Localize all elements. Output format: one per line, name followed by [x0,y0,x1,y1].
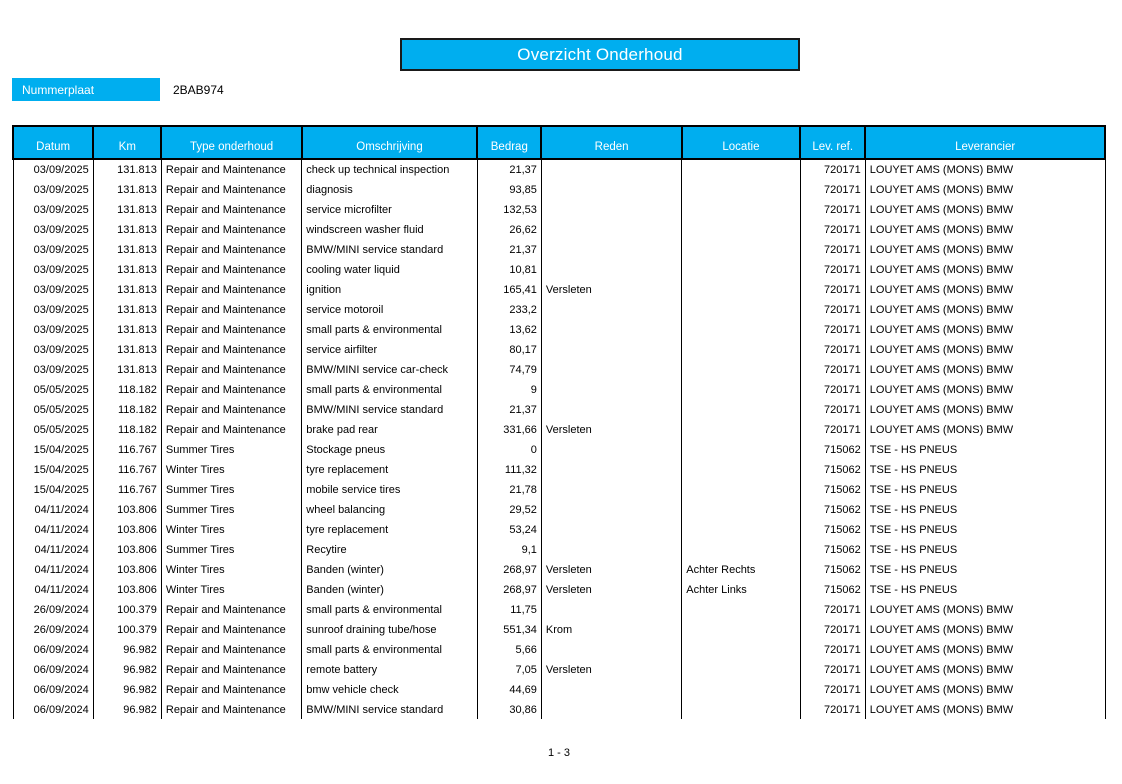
cell-datum: 05/05/2025 [13,379,93,399]
cell-bedrag: 9,1 [477,539,541,559]
table-row [13,479,1105,499]
cell-type: Repair and Maintenance [161,319,301,339]
cell-bedrag: 30,86 [477,699,541,719]
cell-reden [541,199,681,219]
cell-km: 103.806 [93,579,161,599]
cell-bedrag: 268,97 [477,559,541,579]
cell-type: Repair and Maintenance [161,219,301,239]
cell-bedrag: 5,66 [477,639,541,659]
cell-type: Repair and Maintenance [161,639,301,659]
cell-locatie [682,499,800,519]
table-row [13,659,1105,679]
cell-datum: 04/11/2024 [13,519,93,539]
cell-locatie [682,699,800,719]
cell-locatie [682,299,800,319]
cell-type: Summer Tires [161,499,301,519]
cell-bedrag: 13,62 [477,319,541,339]
cell-bedrag: 44,69 [477,679,541,699]
cell-locatie [682,659,800,679]
cell-bedrag: 551,34 [477,619,541,639]
cell-levref: 715062 [800,459,865,479]
table-row [13,359,1105,379]
cell-reden: Versleten [541,559,681,579]
cell-bedrag: 165,41 [477,279,541,299]
cell-omschrijving: BMW/MINI service car-check [302,359,477,379]
cell-type: Repair and Maintenance [161,599,301,619]
cell-omschrijving: diagnosis [302,179,477,199]
table-row [13,419,1105,439]
cell-datum: 15/04/2025 [13,439,93,459]
cell-locatie [682,179,800,199]
cell-datum: 05/05/2025 [13,419,93,439]
cell-datum: 15/04/2025 [13,459,93,479]
cell-leverancier: TSE - HS PNEUS [865,559,1105,579]
cell-bedrag: 10,81 [477,259,541,279]
cell-leverancier: LOUYET AMS (MONS) BMW [865,199,1105,219]
cell-leverancier: LOUYET AMS (MONS) BMW [865,279,1105,299]
cell-reden [541,499,681,519]
cell-levref: 720171 [800,379,865,399]
cell-leverancier: LOUYET AMS (MONS) BMW [865,599,1105,619]
cell-km: 131.813 [93,259,161,279]
cell-leverancier: TSE - HS PNEUS [865,539,1105,559]
cell-locatie [682,679,800,699]
cell-reden [541,259,681,279]
cell-bedrag: 268,97 [477,579,541,599]
cell-km: 131.813 [93,299,161,319]
cell-km: 131.813 [93,159,161,179]
cell-reden [541,299,681,319]
cell-type: Repair and Maintenance [161,419,301,439]
cell-bedrag: 21,37 [477,159,541,179]
cell-reden [541,679,681,699]
table-row [13,319,1105,339]
cell-reden [541,219,681,239]
cell-datum: 03/09/2025 [13,319,93,339]
page-title-text: Overzicht Onderhoud [517,44,683,64]
cell-datum: 15/04/2025 [13,479,93,499]
cell-levref: 720171 [800,399,865,419]
cell-omschrijving: BMW/MINI service standard [302,699,477,719]
cell-leverancier: LOUYET AMS (MONS) BMW [865,219,1105,239]
license-plate-label [12,78,160,101]
table-row [13,679,1105,699]
table-row [13,459,1105,479]
cell-levref: 720171 [800,419,865,439]
cell-reden: Versleten [541,579,681,599]
cell-reden: Versleten [541,279,681,299]
cell-km: 96.982 [93,699,161,719]
cell-reden [541,379,681,399]
cell-datum: 04/11/2024 [13,539,93,559]
cell-levref: 715062 [800,479,865,499]
cell-reden [541,599,681,619]
cell-datum: 03/09/2025 [13,339,93,359]
cell-km: 116.767 [93,479,161,499]
cell-type: Repair and Maintenance [161,339,301,359]
cell-type: Repair and Maintenance [161,179,301,199]
cell-type: Repair and Maintenance [161,659,301,679]
cell-levref: 720171 [800,639,865,659]
cell-km: 131.813 [93,239,161,259]
cell-omschrijving: small parts & environmental [302,599,477,619]
cell-datum: 03/09/2025 [13,179,93,199]
cell-locatie [682,379,800,399]
cell-omschrijving: Banden (winter) [302,559,477,579]
cell-locatie [682,219,800,239]
cell-km: 118.182 [93,379,161,399]
cell-levref: 720171 [800,259,865,279]
cell-omschrijving: small parts & environmental [302,319,477,339]
cell-levref: 715062 [800,439,865,459]
cell-leverancier: LOUYET AMS (MONS) BMW [865,339,1105,359]
cell-type: Repair and Maintenance [161,619,301,639]
cell-type: Repair and Maintenance [161,399,301,419]
cell-leverancier: LOUYET AMS (MONS) BMW [865,359,1105,379]
cell-datum: 03/09/2025 [13,239,93,259]
cell-km: 96.982 [93,679,161,699]
cell-datum: 03/09/2025 [13,279,93,299]
cell-locatie [682,359,800,379]
cell-omschrijving: ignition [302,279,477,299]
cell-bedrag: 0 [477,439,541,459]
cell-reden [541,639,681,659]
cell-locatie [682,439,800,459]
cell-leverancier: TSE - HS PNEUS [865,519,1105,539]
cell-leverancier: LOUYET AMS (MONS) BMW [865,159,1105,179]
cell-km: 131.813 [93,319,161,339]
table-row [13,299,1105,319]
cell-levref: 715062 [800,499,865,519]
cell-levref: 720171 [800,599,865,619]
table-row [13,259,1105,279]
table-row [13,219,1105,239]
cell-locatie [682,339,800,359]
cell-bedrag: 233,2 [477,299,541,319]
maintenance-table-body [13,159,1105,719]
cell-datum: 03/09/2025 [13,199,93,219]
cell-omschrijving: brake pad rear [302,419,477,439]
cell-omschrijving: BMW/MINI service standard [302,399,477,419]
cell-locatie: Achter Links [682,579,800,599]
cell-datum: 03/09/2025 [13,159,93,179]
cell-km: 103.806 [93,539,161,559]
cell-datum: 06/09/2024 [13,659,93,679]
table-row [13,339,1105,359]
cell-bedrag: 21,78 [477,479,541,499]
cell-datum: 05/05/2025 [13,399,93,419]
cell-locatie [682,419,800,439]
cell-locatie [682,639,800,659]
cell-levref: 720171 [800,359,865,379]
table-row [13,519,1105,539]
cell-bedrag: 7,05 [477,659,541,679]
cell-type: Repair and Maintenance [161,159,301,179]
cell-km: 118.182 [93,399,161,419]
cell-omschrijving: BMW/MINI service standard [302,239,477,259]
cell-datum: 03/09/2025 [13,259,93,279]
cell-leverancier: LOUYET AMS (MONS) BMW [865,419,1105,439]
column-header-bedrag: Bedrag [477,126,541,159]
table-row [13,199,1105,219]
table-row [13,539,1105,559]
cell-bedrag: 11,75 [477,599,541,619]
cell-locatie: Achter Rechts [682,559,800,579]
cell-km: 103.806 [93,499,161,519]
cell-bedrag: 21,37 [477,239,541,259]
table-row [13,159,1105,179]
cell-bedrag: 74,79 [477,359,541,379]
cell-km: 131.813 [93,359,161,379]
cell-omschrijving: remote battery [302,659,477,679]
cell-bedrag: 80,17 [477,339,541,359]
license-plate-value: 2BAB974 [173,82,224,97]
cell-levref: 720171 [800,619,865,639]
cell-km: 100.379 [93,599,161,619]
column-header-km: Km [93,126,161,159]
cell-bedrag: 53,24 [477,519,541,539]
cell-levref: 720171 [800,659,865,679]
cell-reden [541,339,681,359]
cell-reden [541,319,681,339]
cell-type: Winter Tires [161,519,301,539]
cell-levref: 720171 [800,159,865,179]
cell-omschrijving: small parts & environmental [302,639,477,659]
cell-reden [541,179,681,199]
cell-leverancier: LOUYET AMS (MONS) BMW [865,379,1105,399]
table-row [13,399,1105,419]
cell-levref: 715062 [800,579,865,599]
cell-omschrijving: tyre replacement [302,519,477,539]
cell-leverancier: TSE - HS PNEUS [865,439,1105,459]
cell-type: Repair and Maintenance [161,239,301,259]
cell-bedrag: 111,32 [477,459,541,479]
column-header-locatie: Locatie [682,126,800,159]
cell-reden: Versleten [541,419,681,439]
cell-reden [541,359,681,379]
cell-km: 100.379 [93,619,161,639]
cell-reden [541,539,681,559]
cell-bedrag: 29,52 [477,499,541,519]
cell-levref: 715062 [800,539,865,559]
cell-levref: 720171 [800,699,865,719]
cell-leverancier: LOUYET AMS (MONS) BMW [865,299,1105,319]
cell-datum: 04/11/2024 [13,499,93,519]
table-row [13,579,1105,599]
cell-reden: Versleten [541,659,681,679]
cell-omschrijving: service motoroil [302,299,477,319]
cell-levref: 720171 [800,679,865,699]
cell-km: 116.767 [93,439,161,459]
table-header [13,126,1105,159]
cell-type: Repair and Maintenance [161,279,301,299]
cell-omschrijving: small parts & environmental [302,379,477,399]
cell-omschrijving: Recytire [302,539,477,559]
cell-reden [541,239,681,259]
cell-datum: 26/09/2024 [13,599,93,619]
cell-leverancier: LOUYET AMS (MONS) BMW [865,639,1105,659]
cell-omschrijving: check up technical inspection [302,159,477,179]
cell-reden [541,159,681,179]
cell-datum: 26/09/2024 [13,619,93,639]
cell-type: Repair and Maintenance [161,259,301,279]
cell-locatie [682,199,800,219]
cell-locatie [682,539,800,559]
cell-km: 96.982 [93,659,161,679]
cell-leverancier: TSE - HS PNEUS [865,459,1105,479]
column-header-type: Type onderhoud [161,126,301,159]
cell-omschrijving: mobile service tires [302,479,477,499]
table-row [13,699,1105,719]
cell-km: 131.813 [93,339,161,359]
cell-leverancier: TSE - HS PNEUS [865,479,1105,499]
cell-datum: 06/09/2024 [13,639,93,659]
column-header-leverancier: Leverancier [865,126,1105,159]
cell-bedrag: 331,66 [477,419,541,439]
cell-levref: 720171 [800,319,865,339]
column-header-reden: Reden [541,126,681,159]
cell-levref: 720171 [800,239,865,259]
cell-levref: 715062 [800,519,865,539]
table-row [13,239,1105,259]
table-row [13,559,1105,579]
cell-levref: 720171 [800,219,865,239]
cell-omschrijving: cooling water liquid [302,259,477,279]
cell-leverancier: LOUYET AMS (MONS) BMW [865,659,1105,679]
table-header-row [13,126,1105,159]
cell-omschrijving: wheel balancing [302,499,477,519]
cell-leverancier: LOUYET AMS (MONS) BMW [865,179,1105,199]
cell-omschrijving: bmw vehicle check [302,679,477,699]
cell-locatie [682,319,800,339]
cell-type: Winter Tires [161,559,301,579]
cell-type: Winter Tires [161,459,301,479]
cell-leverancier: TSE - HS PNEUS [865,579,1105,599]
cell-leverancier: LOUYET AMS (MONS) BMW [865,679,1105,699]
cell-leverancier: LOUYET AMS (MONS) BMW [865,399,1105,419]
cell-bedrag: 132,53 [477,199,541,219]
cell-leverancier: TSE - HS PNEUS [865,499,1105,519]
cell-omschrijving: service airfilter [302,339,477,359]
table-row [13,639,1105,659]
cell-type: Repair and Maintenance [161,679,301,699]
cell-km: 131.813 [93,219,161,239]
cell-reden [541,479,681,499]
cell-datum: 03/09/2025 [13,359,93,379]
cell-levref: 720171 [800,299,865,319]
license-plate-label-text: Nummerplaat [22,82,95,97]
cell-bedrag: 26,62 [477,219,541,239]
cell-km: 131.813 [93,199,161,219]
cell-locatie [682,519,800,539]
cell-locatie [682,159,800,179]
cell-leverancier: LOUYET AMS (MONS) BMW [865,619,1105,639]
cell-locatie [682,459,800,479]
cell-levref: 720171 [800,199,865,219]
cell-type: Repair and Maintenance [161,299,301,319]
table-row [13,499,1105,519]
table-row [13,179,1105,199]
cell-levref: 715062 [800,559,865,579]
cell-leverancier: LOUYET AMS (MONS) BMW [865,259,1105,279]
cell-km: 96.982 [93,639,161,659]
cell-datum: 06/09/2024 [13,679,93,699]
cell-km: 118.182 [93,419,161,439]
column-header-omschrijving: Omschrijving [302,126,477,159]
cell-locatie [682,479,800,499]
cell-omschrijving: Stockage pneus [302,439,477,459]
cell-km: 103.806 [93,559,161,579]
cell-reden [541,459,681,479]
cell-type: Repair and Maintenance [161,699,301,719]
page-indicator: 1 - 3 [547,747,570,759]
cell-reden [541,519,681,539]
table-row [13,439,1105,459]
cell-levref: 720171 [800,279,865,299]
cell-km: 131.813 [93,279,161,299]
cell-reden: Krom [541,619,681,639]
table-row [13,379,1105,399]
maintenance-table [12,125,1106,719]
cell-km: 103.806 [93,519,161,539]
cell-leverancier: LOUYET AMS (MONS) BMW [865,239,1105,259]
table-row [13,599,1105,619]
cell-omschrijving: tyre replacement [302,459,477,479]
table-row [13,279,1105,299]
cell-type: Summer Tires [161,539,301,559]
cell-type: Repair and Maintenance [161,379,301,399]
cell-datum: 06/09/2024 [13,699,93,719]
cell-locatie [682,619,800,639]
cell-omschrijving: windscreen washer fluid [302,219,477,239]
cell-datum: 03/09/2025 [13,219,93,239]
cell-km: 116.767 [93,459,161,479]
cell-bedrag: 9 [477,379,541,399]
cell-reden [541,439,681,459]
cell-omschrijving: service microfilter [302,199,477,219]
cell-reden [541,699,681,719]
cell-omschrijving: sunroof draining tube/hose [302,619,477,639]
column-header-levref: Lev. ref. [800,126,865,159]
column-header-datum: Datum [13,126,93,159]
cell-type: Repair and Maintenance [161,199,301,219]
cell-locatie [682,259,800,279]
cell-omschrijving: Banden (winter) [302,579,477,599]
cell-type: Summer Tires [161,439,301,459]
cell-locatie [682,599,800,619]
page-title [400,38,800,71]
cell-type: Winter Tires [161,579,301,599]
cell-datum: 04/11/2024 [13,559,93,579]
cell-locatie [682,239,800,259]
cell-locatie [682,399,800,419]
cell-type: Summer Tires [161,479,301,499]
cell-bedrag: 21,37 [477,399,541,419]
cell-locatie [682,279,800,299]
cell-levref: 720171 [800,339,865,359]
cell-datum: 04/11/2024 [13,579,93,599]
cell-type: Repair and Maintenance [161,359,301,379]
cell-bedrag: 93,85 [477,179,541,199]
cell-datum: 03/09/2025 [13,299,93,319]
cell-reden [541,399,681,419]
table-row [13,619,1105,639]
cell-leverancier: LOUYET AMS (MONS) BMW [865,319,1105,339]
cell-levref: 720171 [800,179,865,199]
cell-leverancier: LOUYET AMS (MONS) BMW [865,699,1105,719]
cell-km: 131.813 [93,179,161,199]
